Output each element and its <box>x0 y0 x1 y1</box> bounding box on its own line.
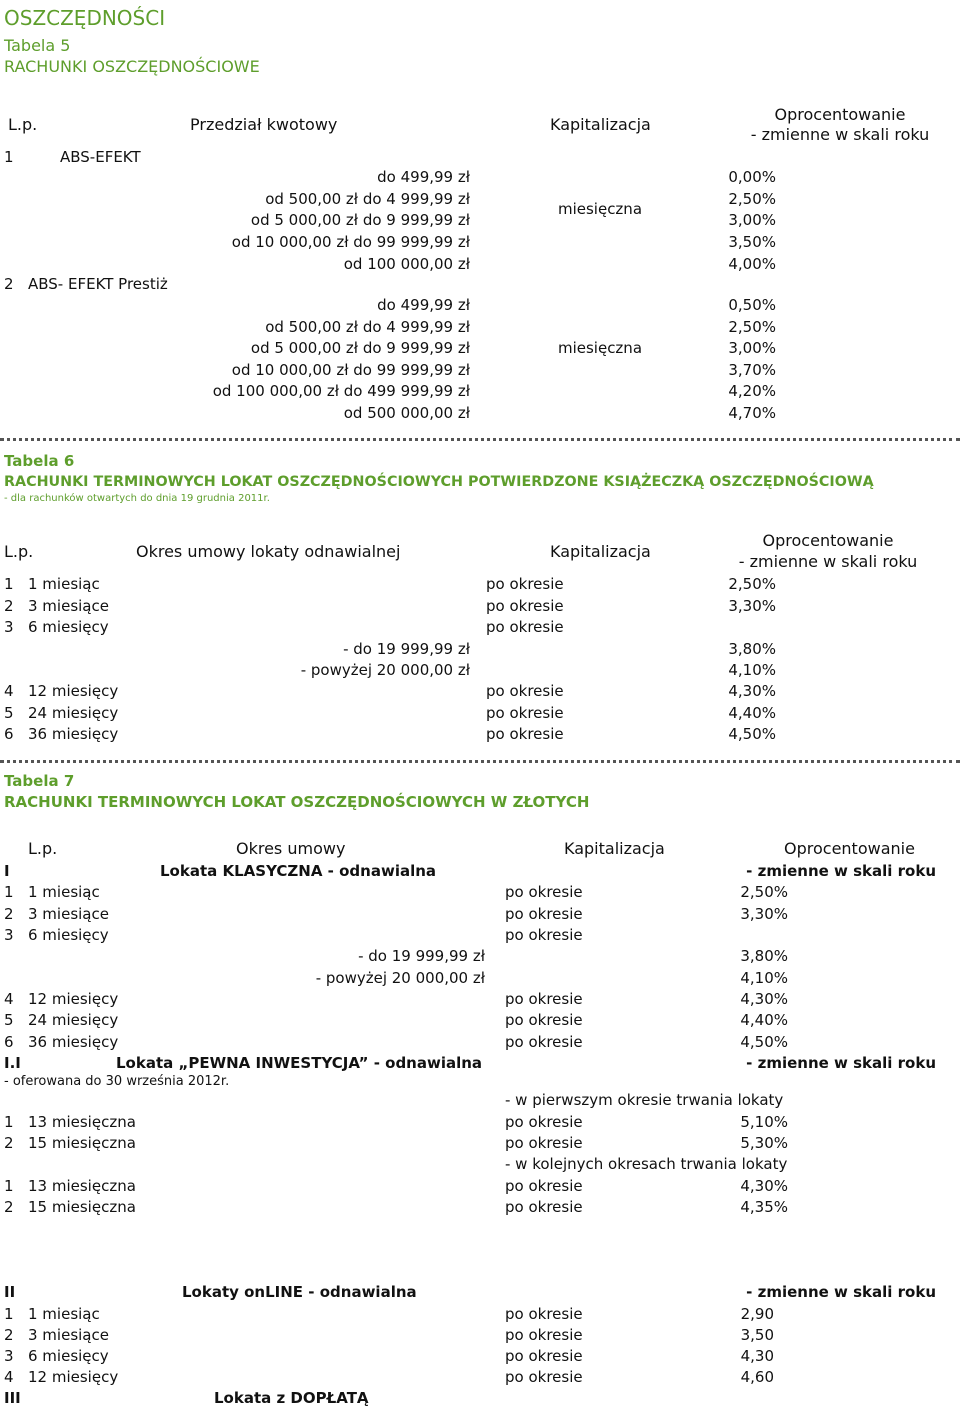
t5-header-rate: Oprocentowanie <box>774 105 906 124</box>
t5-g2-range: od 100 000,00 zł do 499 999,99 zł <box>212 382 470 400</box>
t7-s1-row-rate: 4,40% <box>740 1011 788 1029</box>
t7-s3-row-no: 2 <box>4 1326 14 1344</box>
t7-s1-row-capitalization: po okresie <box>505 1033 583 1051</box>
t7-s3-row-rate: 4,30 <box>740 1347 774 1365</box>
table6-note: - dla rachunków otwartych do dnia 19 grudnia 2011r. <box>4 493 270 504</box>
t6-header-lp: L.p. <box>4 542 34 561</box>
t7-s1-row-rate: 4,30% <box>740 990 788 1008</box>
t6-row-rate: 4,40% <box>728 704 776 722</box>
t7-s2-row-no: 2 <box>4 1134 14 1152</box>
t7-s2-row-rate: 4,35% <box>740 1198 788 1216</box>
t5-g2-rate: 3,70% <box>728 361 776 379</box>
t5-group1-capitalization: miesięczna <box>557 200 643 218</box>
t6-row-term: 36 miesięcy <box>28 725 119 743</box>
t7-s2-row-no: 1 <box>4 1177 14 1195</box>
t7-s3-row-rate: 3,50 <box>740 1326 774 1344</box>
t7-s1-row-term-sub: - powyżej 20 000,00 zł <box>315 969 485 987</box>
t5-g1-rate: 2,50% <box>728 190 776 208</box>
t6-row-term-sub: - powyżej 20 000,00 zł <box>300 661 470 679</box>
t6-row-no: 4 <box>4 682 14 700</box>
t7-s1-row-rate: 4,50% <box>740 1033 788 1051</box>
table7-title: RACHUNKI TERMINOWYCH LOKAT OSZCZĘDNOŚCIOWYCH W ZŁOTYCH <box>4 793 590 811</box>
t7-s2-row-no: 1 <box>4 1113 14 1131</box>
t7-s2-row-term: 15 miesięczna <box>28 1198 136 1216</box>
t7-header-lp: L.p. <box>28 839 58 858</box>
t5-g1-rate: 3,50% <box>728 233 776 251</box>
t7-s1-row-no: 6 <box>4 1033 14 1051</box>
t5-header-rate-note: - zmienne w skali roku <box>750 125 930 144</box>
t5-group2-capitalization: miesięczna <box>557 339 643 357</box>
t7-s1-name: Lokata KLASYCZNA - odnawialna <box>160 862 437 880</box>
t5-g1-range: do 499,99 zł <box>377 168 470 186</box>
t7-s2-row-capitalization: po okresie <box>505 1134 583 1152</box>
t6-header-rate: Oprocentowanie <box>762 531 894 550</box>
t5-group2-name: ABS- EFEKT Prestiż <box>28 275 168 293</box>
t5-g2-range: od 500,00 zł do 4 999,99 zł <box>265 318 470 336</box>
t7-s1-row-no: 1 <box>4 883 14 901</box>
table5-label: Tabela 5 <box>4 36 71 55</box>
t6-header-rate-note: - zmienne w skali roku <box>738 552 918 571</box>
t6-row-no: 2 <box>4 597 14 615</box>
t6-row-rate: 4,30% <box>728 682 776 700</box>
t7-s1-no: I <box>4 862 10 880</box>
dotted-divider <box>0 438 960 441</box>
t6-row-capitalization: po okresie <box>486 575 564 593</box>
t7-s1-row-no: 2 <box>4 905 14 923</box>
t5-g1-range: od 100 000,00 zł <box>343 255 470 273</box>
t7-s3-row-rate: 4,60 <box>740 1368 774 1386</box>
t7-s4-no: III <box>4 1389 21 1407</box>
t7-s1-row-rate: 3,30% <box>740 905 788 923</box>
t6-row-term: 24 miesięcy <box>28 704 119 722</box>
t6-row-term: 3 miesiące <box>28 597 109 615</box>
t5-g2-range: od 5 000,00 zł do 9 999,99 zł <box>250 339 470 357</box>
t7-s2-row-capitalization: po okresie <box>505 1177 583 1195</box>
t7-s4-name: Lokata z DOPŁATĄ <box>214 1389 369 1407</box>
t6-row-capitalization: po okresie <box>486 682 564 700</box>
t7-s1-row-no: 5 <box>4 1011 14 1029</box>
t7-s3-row-capitalization: po okresie <box>505 1347 583 1365</box>
t7-s2-row-no: 2 <box>4 1198 14 1216</box>
t7-header-term: Okres umowy <box>236 839 346 858</box>
t7-s2-row-rate: 5,30% <box>740 1134 788 1152</box>
t7-s3-row-term: 6 miesięcy <box>28 1347 109 1365</box>
t6-row-no: 6 <box>4 725 14 743</box>
t7-s1-row-term: 1 miesiąc <box>28 883 100 901</box>
t7-s3-row-capitalization: po okresie <box>505 1326 583 1344</box>
t7-s3-row-capitalization: po okresie <box>505 1368 583 1386</box>
t7-s2-first-period: - w pierwszym okresie trwania lokaty <box>505 1091 784 1109</box>
t7-s2-row-term: 13 miesięczna <box>28 1113 136 1131</box>
t7-s3-row-no: 4 <box>4 1368 14 1386</box>
t6-row-capitalization: po okresie <box>486 704 564 722</box>
t5-g1-rate: 3,00% <box>728 211 776 229</box>
t7-s3-row-term: 1 miesiąc <box>28 1305 100 1323</box>
t7-s1-row-no: 3 <box>4 926 14 944</box>
t7-s2-offered-note: - oferowana do 30 września 2012r. <box>4 1074 230 1089</box>
t6-row-capitalization: po okresie <box>486 725 564 743</box>
t7-s3-name: Lokaty onLINE - odnawialna <box>182 1283 417 1301</box>
t5-group1-name: ABS-EFEKT <box>60 148 141 166</box>
t5-header-lp: L.p. <box>8 115 38 134</box>
t5-g1-rate: 4,00% <box>728 255 776 273</box>
t7-s3-row-term: 3 miesiące <box>28 1326 109 1344</box>
t7-s1-row-capitalization: po okresie <box>505 990 583 1008</box>
t7-s2-row-term: 15 miesięczna <box>28 1134 136 1152</box>
t7-s1-row-capitalization: po okresie <box>505 905 583 923</box>
t6-row-term: 12 miesięcy <box>28 682 119 700</box>
t6-row-term: 6 miesięcy <box>28 618 109 636</box>
t7-s1-rate-note: - zmienne w skali roku <box>746 862 936 880</box>
t5-g2-range: do 499,99 zł <box>377 296 470 314</box>
t5-g1-range: od 500,00 zł do 4 999,99 zł <box>265 190 470 208</box>
t5-g2-range: od 500 000,00 zł <box>343 404 470 422</box>
t7-s3-row-rate: 2,90 <box>740 1305 774 1323</box>
t6-row-term: 1 miesiąc <box>28 575 100 593</box>
t7-s3-row-no: 3 <box>4 1347 14 1365</box>
t6-header-capitalization: Kapitalizacja <box>550 542 651 561</box>
t7-s1-row-capitalization: po okresie <box>505 926 583 944</box>
t5-g2-rate: 4,70% <box>728 404 776 422</box>
t5-g2-rate: 0,50% <box>728 296 776 314</box>
t7-s1-row-term-sub: - do 19 999,99 zł <box>358 947 485 965</box>
t6-row-no: 5 <box>4 704 14 722</box>
t6-row-term-sub: - do 19 999,99 zł <box>343 640 470 658</box>
t7-s1-row-rate: 3,80% <box>740 947 788 965</box>
table6-label: Tabela 6 <box>4 452 75 470</box>
t5-group2-no: 2 <box>4 275 14 293</box>
t5-header-range: Przedział kwotowy <box>190 115 338 134</box>
t6-row-capitalization: po okresie <box>486 618 564 636</box>
t7-s2-name: Lokata „PEWNA INWESTYCJA” - odnawialna <box>116 1054 483 1072</box>
t7-s1-row-rate: 2,50% <box>740 883 788 901</box>
t5-group1-no: 1 <box>4 148 14 166</box>
t5-g2-rate: 4,20% <box>728 382 776 400</box>
t7-s1-row-no: 4 <box>4 990 14 1008</box>
t6-row-rate: 2,50% <box>728 575 776 593</box>
t7-s2-no: I.I <box>4 1054 21 1072</box>
t7-header-capitalization: Kapitalizacja <box>564 839 665 858</box>
t7-s3-rate-note: - zmienne w skali roku <box>746 1283 936 1301</box>
table7-label: Tabela 7 <box>4 772 75 790</box>
section-title: OSZCZĘDNOŚCI <box>4 6 166 30</box>
t6-row-rate: 4,10% <box>728 661 776 679</box>
t5-header-capitalization: Kapitalizacja <box>550 115 651 134</box>
t5-g2-range: od 10 000,00 zł do 99 999,99 zł <box>231 361 470 379</box>
t5-g2-rate: 3,00% <box>728 339 776 357</box>
t7-s2-row-rate: 4,30% <box>740 1177 788 1195</box>
t7-s3-row-term: 12 miesięcy <box>28 1368 119 1386</box>
t5-g1-rate: 0,00% <box>728 168 776 186</box>
t7-s1-row-capitalization: po okresie <box>505 883 583 901</box>
t7-s1-row-term: 6 miesięcy <box>28 926 109 944</box>
t7-s1-row-term: 12 miesięcy <box>28 990 119 1008</box>
t7-s1-row-rate: 4,10% <box>740 969 788 987</box>
t7-s1-row-capitalization: po okresie <box>505 1011 583 1029</box>
t5-g2-rate: 2,50% <box>728 318 776 336</box>
t7-s1-row-term: 3 miesiące <box>28 905 109 923</box>
t7-s3-row-no: 1 <box>4 1305 14 1323</box>
t6-row-rate: 3,80% <box>728 640 776 658</box>
table6-title: RACHUNKI TERMINOWYCH LOKAT OSZCZĘDNOŚCIOWYCH POTWIERDZONE KSIĄŻECZKĄ OSZCZĘDNOŚCIOWĄ <box>4 474 874 490</box>
t7-s2-row-term: 13 miesięczna <box>28 1177 136 1195</box>
t6-row-no: 3 <box>4 618 14 636</box>
t5-g1-range: od 10 000,00 zł do 99 999,99 zł <box>231 233 470 251</box>
t7-s1-row-term: 36 miesięcy <box>28 1033 119 1051</box>
t6-header-term: Okres umowy lokaty odnawialnej <box>136 542 401 561</box>
t7-s2-rate-note: - zmienne w skali roku <box>746 1054 936 1072</box>
t6-row-capitalization: po okresie <box>486 597 564 615</box>
t6-row-rate: 3,30% <box>728 597 776 615</box>
t7-s2-row-rate: 5,10% <box>740 1113 788 1131</box>
t7-s2-row-capitalization: po okresie <box>505 1113 583 1131</box>
t7-header-rate: Oprocentowanie <box>784 839 915 858</box>
t6-row-no: 1 <box>4 575 14 593</box>
t7-s3-no: II <box>4 1283 16 1301</box>
t5-g1-range: od 5 000,00 zł do 9 999,99 zł <box>250 211 470 229</box>
dotted-divider <box>0 760 960 763</box>
t7-s3-row-capitalization: po okresie <box>505 1305 583 1323</box>
t7-s1-row-term: 24 miesięcy <box>28 1011 119 1029</box>
t7-s2-row-capitalization: po okresie <box>505 1198 583 1216</box>
t6-row-rate: 4,50% <box>728 725 776 743</box>
table5-title: RACHUNKI OSZCZĘDNOŚCIOWE <box>4 57 260 76</box>
t7-s2-next-period: - w kolejnych okresach trwania lokaty <box>505 1155 788 1173</box>
